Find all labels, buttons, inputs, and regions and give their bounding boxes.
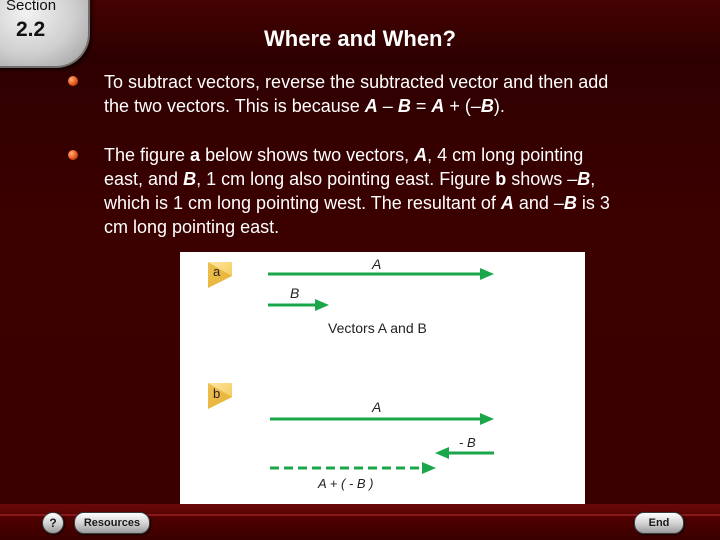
resultant-arrow [270, 462, 436, 474]
emphasis-text: B [397, 96, 411, 116]
end-button[interactable]: End [634, 512, 684, 534]
vector-a-label: A [372, 256, 382, 272]
text-line: which is 1 cm long pointing west. The resultant of A and –B is 3 [104, 193, 610, 213]
text-line: To subtract vectors, reverse the subtracted vector and then add [104, 72, 609, 92]
neg-b-label: - B [459, 435, 476, 450]
vector-a-arrow-b [270, 413, 494, 425]
vector-b-label: B [290, 285, 300, 301]
emphasis-text: A [414, 145, 428, 165]
vector-a-label-b: A [372, 399, 382, 415]
panel-a-tag [208, 262, 232, 288]
slide-title-text: Where and When? [264, 26, 456, 51]
emphasis-text: A [500, 193, 514, 213]
emphasis-text: a [190, 145, 201, 165]
emphasis-text: B [577, 169, 591, 189]
panel-a-tag-label: a [213, 264, 221, 279]
bullet-icon [68, 76, 78, 86]
text-line: The figure a below shows two vectors, A, 4 cm long pointing [104, 145, 584, 165]
emphasis-text: A [431, 96, 445, 116]
vector-figure [180, 252, 585, 540]
emphasis-text: A [364, 96, 378, 116]
section-label: Section [6, 0, 57, 14]
panel-a-caption: Vectors A and B [328, 320, 427, 336]
bullet-icon [68, 150, 78, 160]
emphasis-text: b [495, 169, 507, 189]
bullet-text-2 [104, 143, 684, 239]
bullet-text-1 [104, 70, 684, 118]
emphasis-text: B [480, 96, 494, 116]
text-line: cm long pointing east. [104, 217, 280, 237]
text-line: the two vectors. This is because A – B = A + (–B). [104, 96, 505, 116]
section-number: 2.2 [16, 18, 46, 41]
help-button[interactable]: ? [42, 512, 64, 534]
slide-title [0, 26, 720, 52]
text-line: east, and B, 1 cm long also pointing east. Figure b shows –B, [104, 169, 596, 189]
emphasis-text: B [183, 169, 197, 189]
resources-button[interactable]: Resources [74, 512, 150, 534]
sum-label: A + ( - B ) [318, 476, 374, 491]
panel-b-tag [208, 383, 232, 409]
panel-b-tag-label: b [213, 386, 221, 401]
emphasis-text: B [563, 193, 577, 213]
